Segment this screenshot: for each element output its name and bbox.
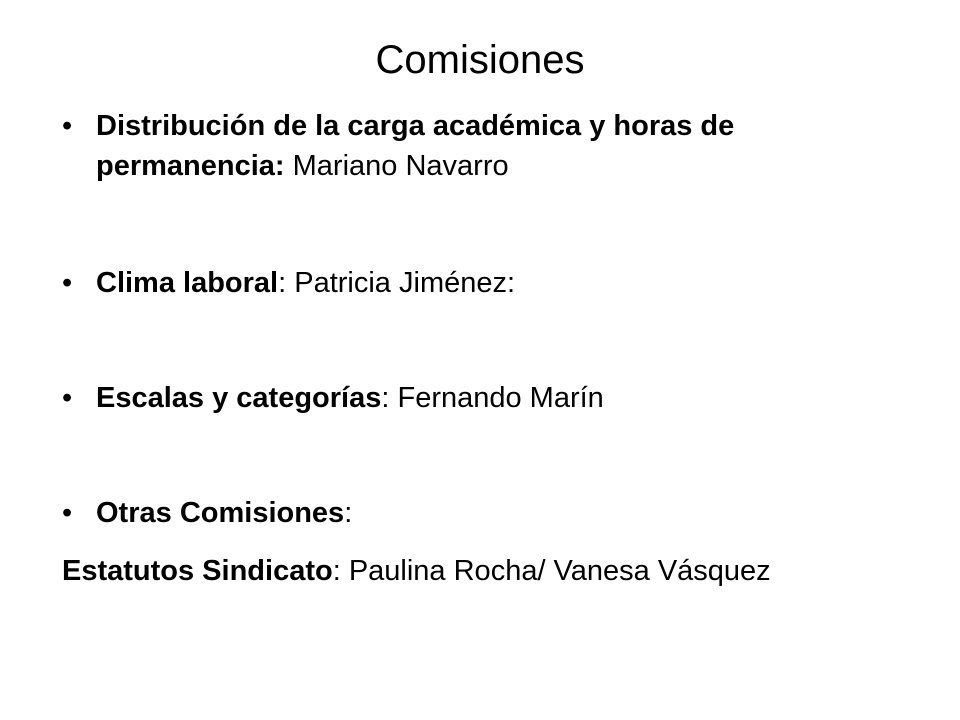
- slide-title: Comisiones: [375, 38, 585, 82]
- bullet-icon: •: [62, 267, 73, 299]
- bullet-label: Clima laboral: [96, 267, 279, 299]
- bullet-icon: •: [62, 497, 73, 529]
- bullet-icon: •: [62, 110, 73, 142]
- bullet-value: : Fernando Marín: [381, 382, 604, 414]
- paragraph-label: Estatutos Sindicato: [62, 555, 333, 587]
- bullet-value: : Patricia Jiménez:: [278, 267, 516, 299]
- bullet-label: Distribución de la carga académica y horas de permanencia:: [96, 110, 735, 182]
- bullet-item-clima-laboral: [62, 263, 922, 303]
- bullet-item-escalas-categorias: [62, 378, 922, 418]
- slide-content: [62, 106, 922, 591]
- bullet-item-carga-academica: [62, 106, 922, 186]
- bullet-label: Escalas y categorías: [96, 382, 382, 414]
- bullet-label: Otras Comisiones: [96, 497, 345, 529]
- paragraph-value: : Paulina Rocha/ Vanesa Vásquez: [332, 555, 771, 587]
- bullet-value: :: [344, 497, 353, 529]
- bullet-icon: •: [62, 382, 73, 414]
- bullet-value: Mariano Navarro: [284, 150, 509, 182]
- bullet-item-otras-comisiones: [62, 493, 922, 533]
- paragraph-estatutos-sindicato: [62, 551, 922, 591]
